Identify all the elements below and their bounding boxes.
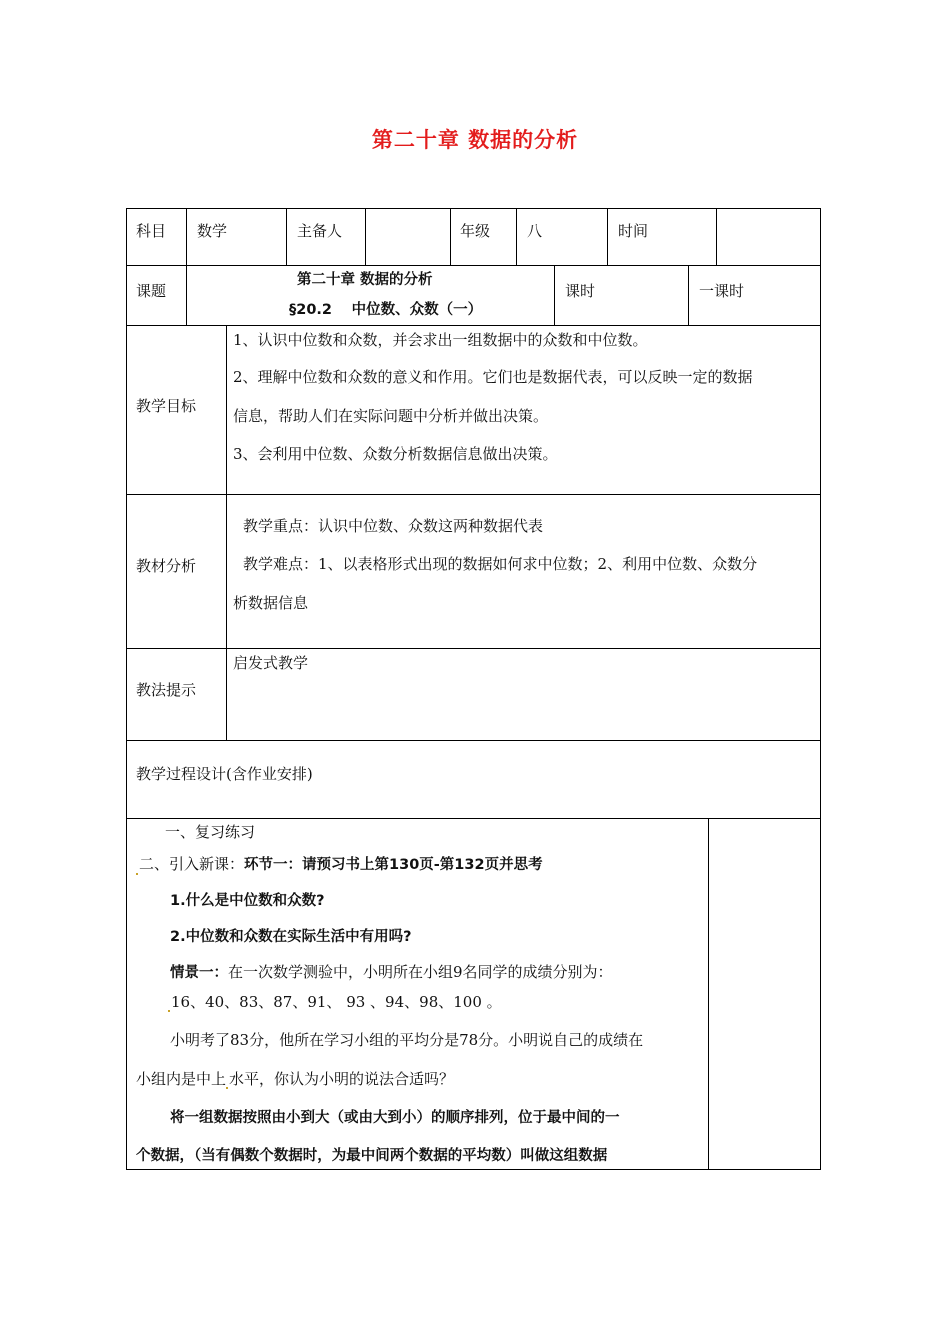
analysis-label: 教材分析 — [136, 557, 197, 575]
method-value: 启发式教学 — [233, 654, 309, 672]
time-label: 时间 — [618, 222, 649, 240]
median-definition-cont: 个数据，（当有偶数个数据时，为最中间两个数据的平均数）叫做这组数据 — [136, 1148, 608, 1164]
period-label: 课时 — [565, 282, 596, 300]
median-definition: 将一组数据按照由小到大（或由大到小）的顺序排列，位于最中间的一 — [170, 1110, 620, 1126]
subject-value: 数学 — [197, 222, 228, 240]
document-title: 第二十章 数据的分析 — [371, 128, 579, 152]
scene-label: 情景一： — [170, 965, 228, 981]
goal-item-3: 3、会利用中位数、众数分析数据信息做出决策。 — [233, 445, 558, 463]
topic-chapter: 第二十章 数据的分析 — [297, 272, 433, 288]
topic-section: §20.2 中位数、众数（一） — [289, 302, 483, 318]
section-review: 一、复习练习 — [165, 823, 256, 841]
grade-label: 年级 — [460, 222, 491, 240]
section-intro — [136, 854, 543, 875]
preparer-label: 主备人 — [297, 222, 343, 240]
goals-label: 教学目标 — [136, 397, 197, 415]
process-label: 教学过程设计(含作业安排) — [136, 765, 313, 783]
method-label: 教法提示 — [136, 681, 197, 699]
question-2: 2.中位数和众数在实际生活中有用吗? — [170, 929, 412, 945]
period-value: 一课时 — [699, 282, 745, 300]
teaching-difficulty: 教学难点：1、以表格形式出现的数据如何求中位数；2、利用中位数、众数分 — [243, 555, 758, 573]
goal-item-1: 1、认识中位数和众数，并会求出一组数据中的众数和中位数。 — [233, 331, 648, 349]
subject-label: 科目 — [136, 222, 167, 240]
teaching-key-point: 教学重点：认识中位数、众数这两种数据代表 — [243, 517, 544, 535]
goal-item-2-cont: 信息，帮助人们在实际问题中分析并做出决策。 — [233, 407, 549, 425]
teaching-difficulty-cont: 析数据信息 — [233, 594, 309, 612]
scene-paragraph-cont — [136, 1069, 454, 1089]
scene-paragraph: 小明考了83分，他所在学习小组的平均分是78分。小明说自己的成绩在 — [170, 1031, 644, 1049]
scene-text: 在一次数学测验中，小明所在小组9名同学的成绩分别为： — [228, 963, 613, 981]
grade-value: 八 — [527, 222, 543, 240]
scene-paragraph-cont-b: 水平，你认为小明的说法合适吗？ — [229, 1070, 455, 1088]
scene-paragraph-cont-a: 小组内是中上 — [136, 1070, 227, 1088]
scores: 16、40、83、87、91、 93 、94、98、100 。 — [171, 993, 502, 1011]
intro-task: 环节一：请预习书上第130页-第132页并思考 — [244, 857, 543, 873]
scene-1 — [170, 962, 613, 983]
topic-label: 课题 — [136, 282, 167, 300]
scores-line — [168, 992, 502, 1012]
intro-label: 二、引入新课： — [139, 855, 245, 873]
question-1: 1.什么是中位数和众数? — [170, 893, 325, 909]
goal-item-2: 2、理解中位数和众数的意义和作用。它们也是数据代表，可以反映一定的数据 — [233, 368, 753, 386]
